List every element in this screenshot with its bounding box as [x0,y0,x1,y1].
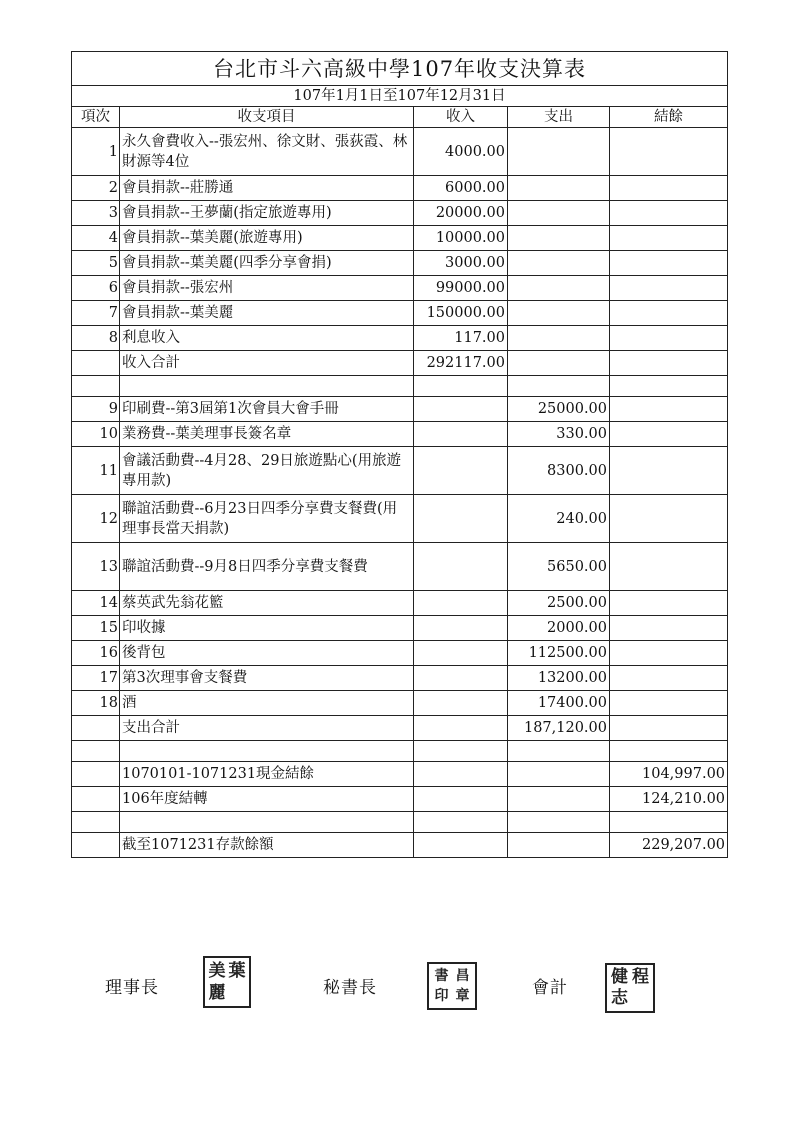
row-income-cell: 292117.00 [414,351,508,376]
row-item-cell: 106年度結轉 [120,787,414,812]
row-balance-cell [610,397,728,422]
row-no-cell: 14 [72,591,120,616]
row-income-cell [414,397,508,422]
row-expense-cell: 187,120.00 [508,716,610,741]
row-balance-cell [610,226,728,251]
accountant-seal: 健 程 志 [605,963,655,1013]
row-no-cell: 5 [72,251,120,276]
row-item-cell: 印收據 [120,616,414,641]
row-item-cell: 第3次理事會支餐費 [120,666,414,691]
table-row [72,376,728,397]
table-row [72,616,728,641]
row-item-cell: 會員捐款--葉美麗(旅遊專用) [120,226,414,251]
row-balance-cell [610,691,728,716]
row-no-cell: 12 [72,495,120,543]
row-expense-cell [508,201,610,226]
row-balance-cell [610,176,728,201]
table-row [72,276,728,301]
row-item-cell: 利息收入 [120,326,414,351]
table-row [72,301,728,326]
row-balance-cell: 104,997.00 [610,762,728,787]
row-item-cell: 聯誼活動費--6月23日四季分享費支餐費(用理事長當天捐款) [120,495,414,543]
row-income-cell [414,691,508,716]
header-no: 項次 [72,107,120,128]
row-item-cell: 聯誼活動費--9月8日四季分享費支餐費 [120,543,414,591]
table-row [72,422,728,447]
row-income-cell [414,641,508,666]
row-income-cell: 4000.00 [414,128,508,176]
row-item-cell: 會員捐款--葉美麗 [120,301,414,326]
row-item-cell: 收入合計 [120,351,414,376]
table-row [72,812,728,833]
row-balance-cell [610,326,728,351]
row-balance-cell: 229,207.00 [610,833,728,858]
row-income-cell [414,616,508,641]
row-income-cell [414,422,508,447]
header-item: 收支項目 [120,107,414,128]
row-balance-cell [610,591,728,616]
row-balance-cell [610,666,728,691]
row-balance-cell [610,447,728,495]
row-no-cell: 10 [72,422,120,447]
row-income-cell [414,666,508,691]
budget-table [71,51,728,858]
row-item-cell: 業務費--葉美理事長簽名章 [120,422,414,447]
row-no-cell: 18 [72,691,120,716]
row-income-cell [414,376,508,397]
row-balance-cell [610,422,728,447]
row-income-cell [414,543,508,591]
table-row [72,128,728,176]
row-expense-cell [508,226,610,251]
row-balance-cell [610,616,728,641]
row-income-cell [414,447,508,495]
row-income-cell: 20000.00 [414,201,508,226]
row-item-cell: 後背包 [120,641,414,666]
row-income-cell [414,716,508,741]
table-row [72,447,728,495]
row-expense-cell [508,812,610,833]
row-balance-cell [610,495,728,543]
secretary-seal: 書 昌 印 章 [427,962,477,1010]
secretary-label: 秘書長 [323,978,377,998]
row-balance-cell [610,251,728,276]
row-income-cell: 10000.00 [414,226,508,251]
row-no-cell: 9 [72,397,120,422]
row-expense-cell [508,787,610,812]
row-balance-cell [610,376,728,397]
row-no-cell [72,716,120,741]
row-expense-cell: 330.00 [508,422,610,447]
row-expense-cell [508,762,610,787]
row-no-cell: 8 [72,326,120,351]
row-no-cell: 15 [72,616,120,641]
row-expense-cell: 112500.00 [508,641,610,666]
table-title: 台北市斗六高級中學107年收支決算表 [72,52,728,86]
row-no-cell [72,812,120,833]
row-expense-cell: 17400.00 [508,691,610,716]
table-row [72,716,728,741]
row-item-cell [120,376,414,397]
row-item-cell: 會員捐款--莊勝通 [120,176,414,201]
row-no-cell: 2 [72,176,120,201]
table-row [72,226,728,251]
row-expense-cell: 2000.00 [508,616,610,641]
table-row [72,543,728,591]
row-item-cell: 印刷費--第3屆第1次會員大會手冊 [120,397,414,422]
row-no-cell [72,762,120,787]
row-income-cell [414,762,508,787]
row-no-cell: 6 [72,276,120,301]
row-item-cell: 1070101-1071231現金結餘 [120,762,414,787]
row-income-cell [414,787,508,812]
row-income-cell: 6000.00 [414,176,508,201]
row-income-cell [414,741,508,762]
table-row [72,397,728,422]
row-expense-cell [508,376,610,397]
row-balance-cell [610,128,728,176]
row-no-cell: 3 [72,201,120,226]
row-expense-cell: 25000.00 [508,397,610,422]
row-income-cell [414,812,508,833]
row-expense-cell [508,128,610,176]
table-row [72,591,728,616]
table-row [72,787,728,812]
row-expense-cell: 8300.00 [508,447,610,495]
row-balance-cell [610,301,728,326]
row-no-cell [72,741,120,762]
row-no-cell: 16 [72,641,120,666]
table-row [72,251,728,276]
table-row [72,495,728,543]
row-expense-cell [508,301,610,326]
row-item-cell: 截至1071231存款餘額 [120,833,414,858]
table-row [72,176,728,201]
row-item-cell [120,812,414,833]
row-item-cell: 會員捐款--張宏州 [120,276,414,301]
row-income-cell: 99000.00 [414,276,508,301]
row-expense-cell: 240.00 [508,495,610,543]
row-no-cell [72,833,120,858]
row-no-cell [72,787,120,812]
accountant-label: 會計 [532,978,568,998]
row-income-cell: 117.00 [414,326,508,351]
row-no-cell: 17 [72,666,120,691]
row-expense-cell [508,351,610,376]
header-row [72,107,728,128]
row-expense-cell [508,833,610,858]
row-income-cell [414,495,508,543]
row-item-cell: 酒 [120,691,414,716]
row-no-cell: 13 [72,543,120,591]
table-row [72,326,728,351]
row-balance-cell [610,201,728,226]
row-expense-cell [508,176,610,201]
table-row [72,666,728,691]
row-item-cell: 會員捐款--葉美麗(四季分享會捐) [120,251,414,276]
table-row [72,201,728,226]
row-no-cell [72,376,120,397]
row-balance-cell [610,543,728,591]
row-expense-cell: 13200.00 [508,666,610,691]
row-no-cell: 7 [72,301,120,326]
row-income-cell [414,591,508,616]
table-row [72,691,728,716]
row-expense-cell [508,741,610,762]
table-row [72,351,728,376]
row-expense-cell: 5650.00 [508,543,610,591]
table-row [72,762,728,787]
table-period: 107年1月1日至107年12月31日 [72,86,728,107]
row-expense-cell [508,326,610,351]
row-no-cell: 4 [72,226,120,251]
row-item-cell: 會議活動費--4月28、29日旅遊點心(用旅遊專用款) [120,447,414,495]
row-item-cell: 會員捐款--王夢蘭(指定旅遊專用) [120,201,414,226]
row-balance-cell [610,276,728,301]
row-item-cell [120,741,414,762]
row-expense-cell [508,251,610,276]
row-item-cell: 永久會費收入--張宏州、徐文財、張荻霞、林財源等4位 [120,128,414,176]
row-no-cell: 11 [72,447,120,495]
row-balance-cell [610,716,728,741]
chairman-label: 理事長 [105,978,159,998]
row-income-cell [414,833,508,858]
row-balance-cell [610,741,728,762]
row-expense-cell [508,276,610,301]
row-balance-cell [610,351,728,376]
row-item-cell: 支出合計 [120,716,414,741]
chairman-seal: 美 葉 麗 [203,956,251,1008]
row-balance-cell [610,641,728,666]
table-row [72,741,728,762]
row-income-cell: 150000.00 [414,301,508,326]
header-balance: 結餘 [610,107,728,128]
table-row [72,833,728,858]
row-no-cell: 1 [72,128,120,176]
table-row [72,641,728,666]
row-balance-cell: 124,210.00 [610,787,728,812]
header-expense: 支出 [508,107,610,128]
row-expense-cell: 2500.00 [508,591,610,616]
row-income-cell: 3000.00 [414,251,508,276]
row-no-cell [72,351,120,376]
row-item-cell: 蔡英武先翁花籃 [120,591,414,616]
header-income: 收入 [414,107,508,128]
row-balance-cell [610,812,728,833]
